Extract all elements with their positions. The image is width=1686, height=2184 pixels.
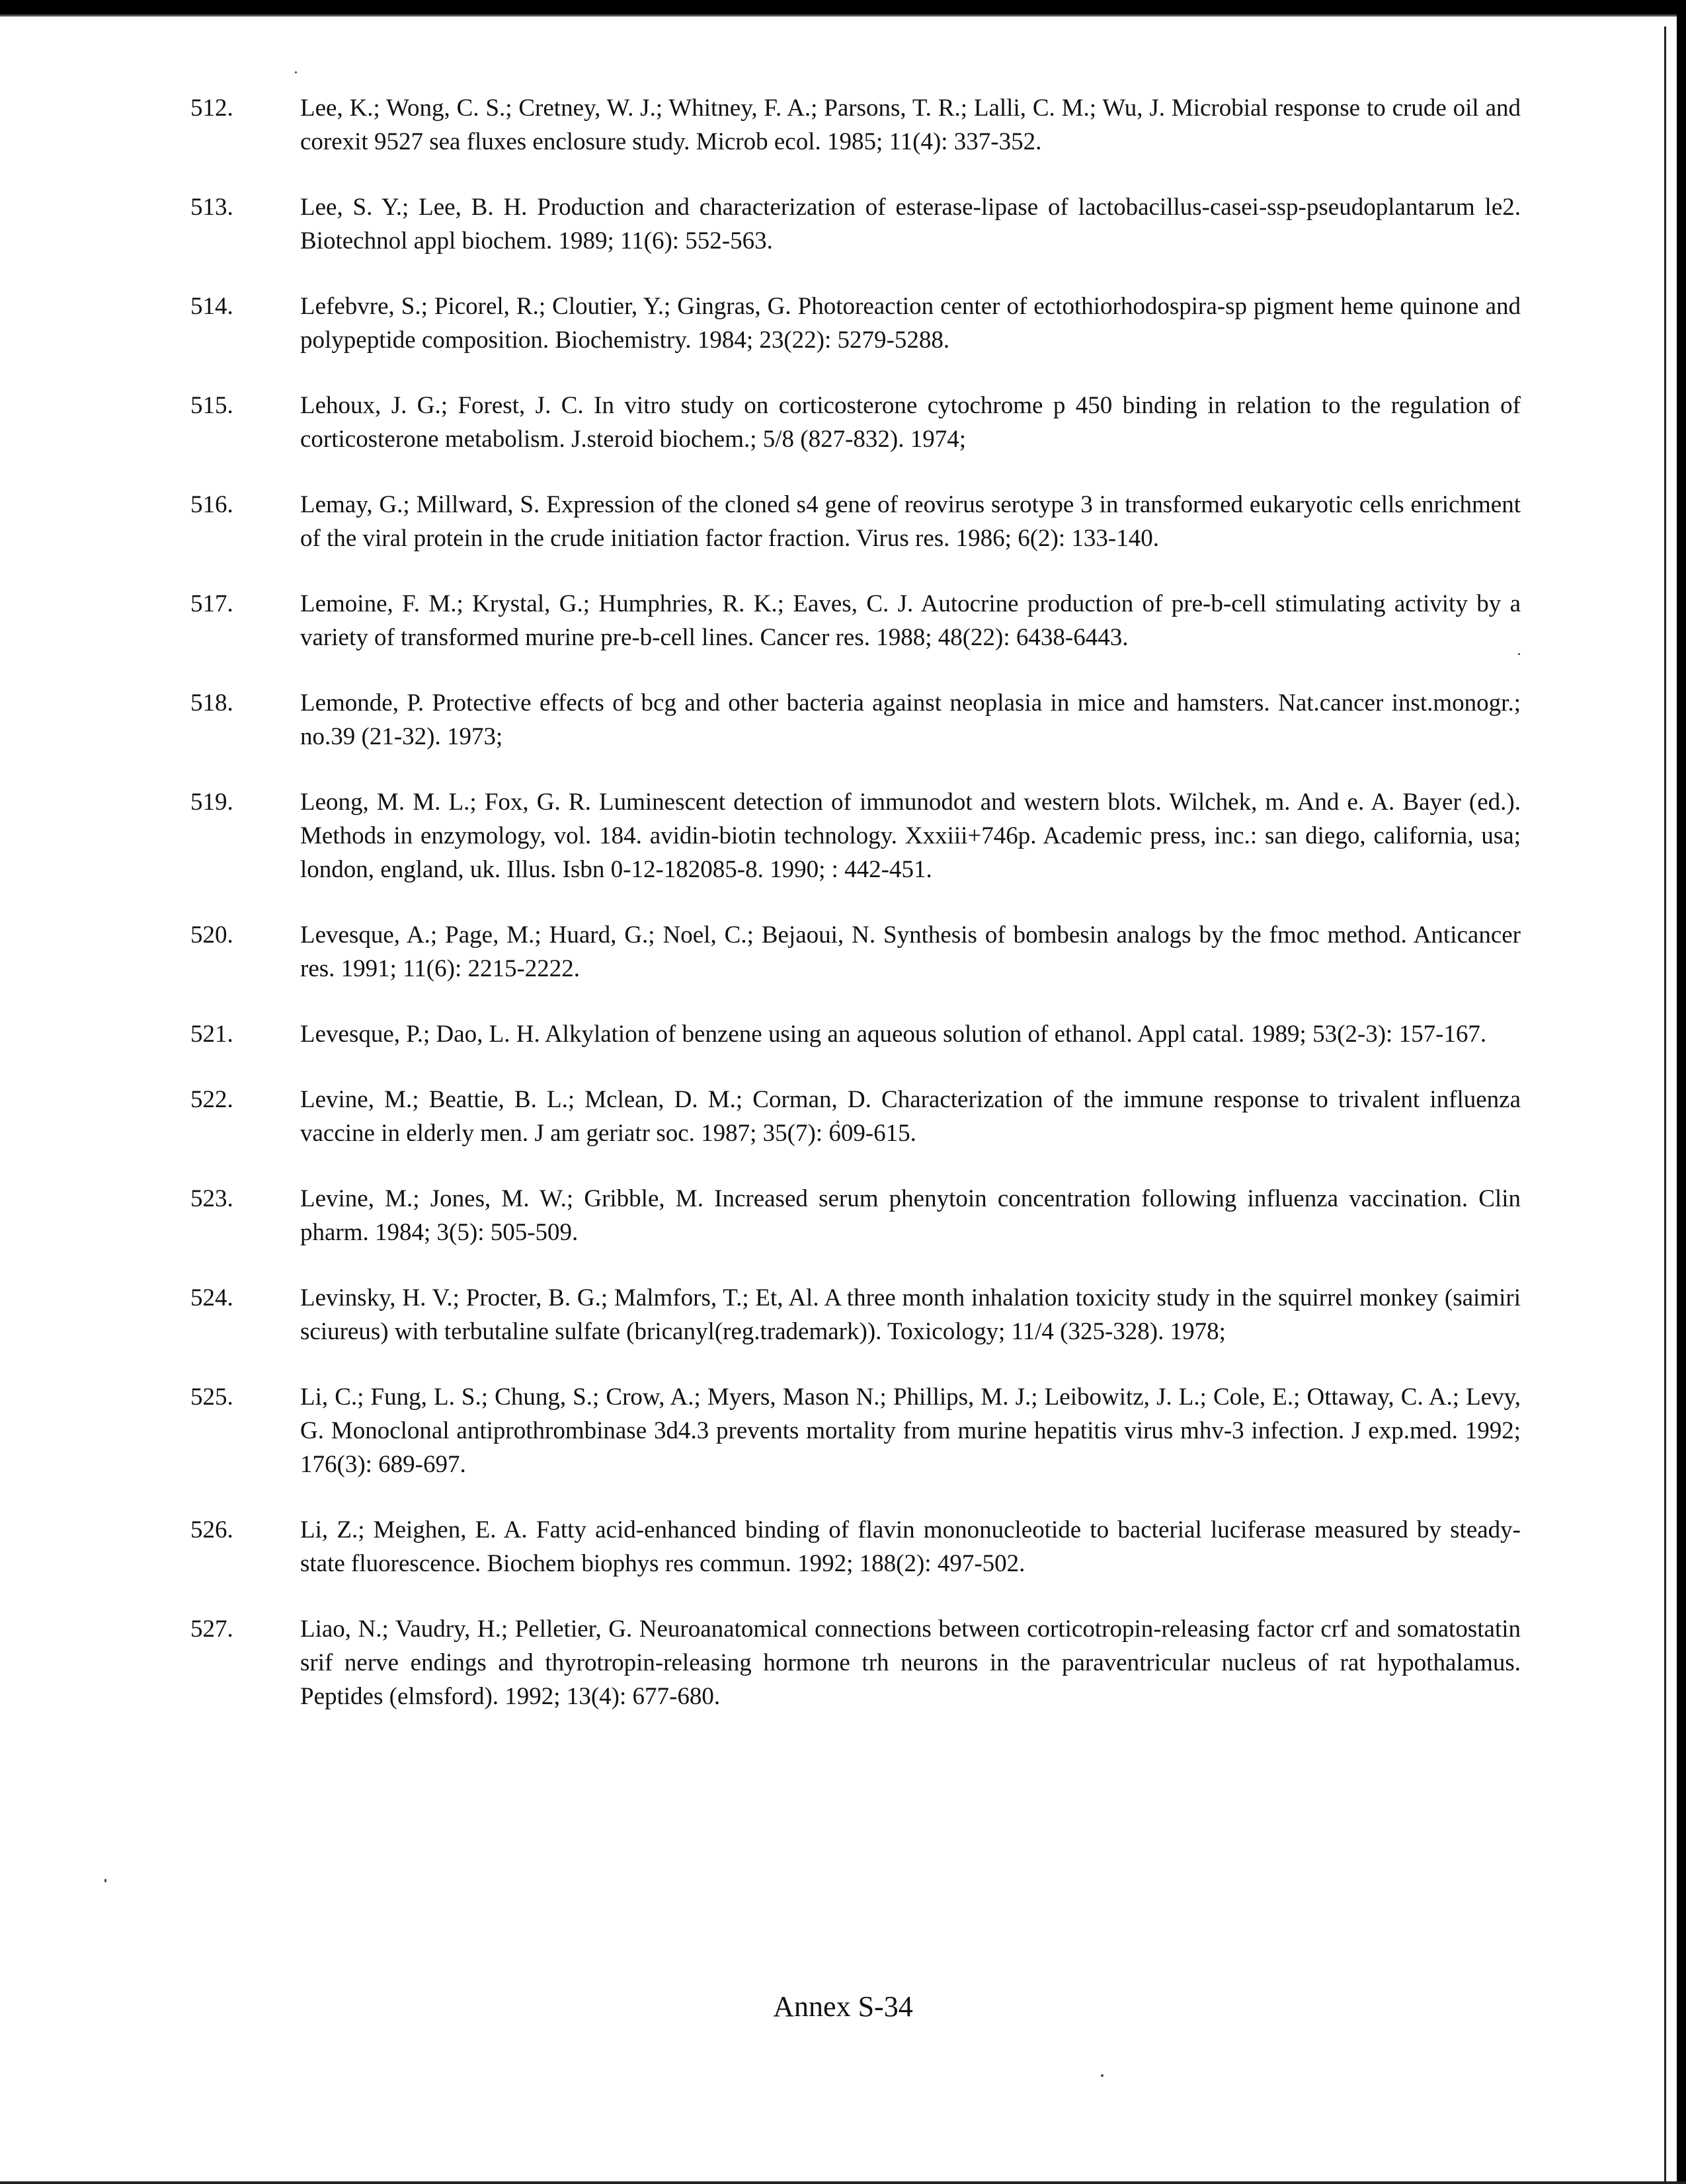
reference-item bbox=[190, 91, 1521, 159]
reference-item bbox=[190, 1612, 1521, 1713]
reference-item bbox=[190, 587, 1521, 654]
reference-number: 518. bbox=[190, 689, 233, 717]
reference-item bbox=[190, 1380, 1521, 1481]
reference-number: 526. bbox=[190, 1516, 233, 1543]
reference-number: 525. bbox=[190, 1384, 233, 1411]
reference-number: 514. bbox=[190, 293, 233, 320]
reference-item bbox=[190, 1017, 1521, 1051]
reference-number: 517. bbox=[190, 590, 233, 617]
reference-item bbox=[190, 1281, 1521, 1348]
reference-number: 527. bbox=[190, 1616, 233, 1643]
reference-item bbox=[190, 785, 1521, 886]
scan-speck bbox=[1101, 2074, 1104, 2077]
reference-item bbox=[190, 918, 1521, 986]
reference-number: 523. bbox=[190, 1185, 233, 1212]
reference-item bbox=[190, 1083, 1521, 1150]
reference-text: Levine, M.; Beattie, B. L.; Mclean, D. M.; Corman, D. Characterization of the immune response to trivalent influenza vaccine in elderly men. J am geriatr soc. 1987; 35(7): 609-615. bbox=[300, 1086, 1521, 1147]
scan-top-edge bbox=[0, 0, 1686, 15]
reference-text: Lemay, G.; Millward, S. Expression of the cloned s4 gene of reovirus serotype 3 in transformed eukaryotic cells enrichment of the viral protein in the crude initiation factor fraction. Virus res. 1986; 6(2): 133-140. bbox=[300, 491, 1521, 552]
reference-item bbox=[190, 1513, 1521, 1580]
reference-number: 512. bbox=[190, 95, 233, 122]
reference-number: 519. bbox=[190, 789, 233, 816]
scan-right-margin-line bbox=[1664, 26, 1666, 2184]
scan-right-edge bbox=[1677, 0, 1686, 2184]
reference-item bbox=[190, 290, 1521, 357]
reference-text: Leong, M. M. L.; Fox, G. R. Luminescent detection of immunodot and western blots. Wilchek, m. And e. A. Bayer (ed.). Methods in enzymology, vol. 184. avidin-biotin technology. Xxxiii+746p. Academic press, inc.: san diego, california, usa; london, england, uk. Illus. Isbn 0-12-182085-8. 1990; : 442-451. bbox=[300, 789, 1521, 883]
scan-bottom-edge bbox=[0, 2181, 1686, 2184]
reference-item bbox=[190, 389, 1521, 456]
reference-number: 522. bbox=[190, 1086, 233, 1113]
scan-speck bbox=[104, 1879, 106, 1883]
reference-text: Lemonde, P. Protective effects of bcg and other bacteria against neoplasia in mice and hamsters. Nat.cancer inst.monogr.; no.39 (21-32). 1973; bbox=[300, 689, 1521, 750]
reference-text: Lee, S. Y.; Lee, B. H. Production and characterization of esterase-lipase of lactobacillus-casei-ssp-pseudoplantarum le2. Biotechnol appl biochem. 1989; 11(6): 552-563. bbox=[300, 194, 1521, 254]
reference-number: 524. bbox=[190, 1284, 233, 1311]
reference-text: Li, C.; Fung, L. S.; Chung, S.; Crow, A.; Myers, Mason N.; Phillips, M. J.; Leibowitz, J. L.; Cole, E.; Ottaway, C. A.; Levy, G. Monoclonal antiprothrombinase 3d4.3 prevents mortality from murine hepatitis virus mhv-3 infection. J exp.med. 1992; 176(3): 689-697. bbox=[300, 1384, 1521, 1478]
reference-text: Levesque, P.; Dao, L. H. Alkylation of benzene using an aqueous solution of ethanol. Appl catal. 1989; 53(2-3): 157-167. bbox=[300, 1021, 1487, 1048]
reference-number: 520. bbox=[190, 921, 233, 949]
reference-text: Levine, M.; Jones, M. W.; Gribble, M. Increased serum phenytoin concentration following influenza vaccination. Clin pharm. 1984; 3(5): 505-509. bbox=[300, 1185, 1521, 1246]
reference-text: Levinsky, H. V.; Procter, B. G.; Malmfors, T.; Et, Al. A three month inhalation toxicity study in the squirrel monkey (saimiri sciureus) with terbutaline sulfate (bricanyl(reg.trademark)). Toxicology; 11/4 (325-328). 1978; bbox=[300, 1284, 1521, 1345]
reference-item bbox=[190, 1182, 1521, 1249]
scan-top-edge-line bbox=[0, 15, 1686, 17]
reference-number: 513. bbox=[190, 194, 233, 221]
reference-item bbox=[190, 686, 1521, 754]
reference-text: Lehoux, J. G.; Forest, J. C. In vitro study on corticosterone cytochrome p 450 binding in relation to the regulation of corticosterone metabolism. J.steroid biochem.; 5/8 (827-832). 1974; bbox=[300, 392, 1521, 453]
reference-item bbox=[190, 190, 1521, 258]
reference-text: Li, Z.; Meighen, E. A. Fatty acid-enhanced binding of flavin mononucleotide to bacterial luciferase measured by steady-state fluorescence. Biochem biophys res commun. 1992; 188(2): 497-502. bbox=[300, 1516, 1521, 1577]
reference-number: 521. bbox=[190, 1021, 233, 1048]
page-footer-label: Annex S-34 bbox=[773, 1990, 913, 2023]
reference-text: Lee, K.; Wong, C. S.; Cretney, W. J.; Whitney, F. A.; Parsons, T. R.; Lalli, C. M.; Wu, J. Microbial response to crude oil and corexit 9527 sea fluxes enclosure study. Microb ecol. 1985; 11(4): 337-352. bbox=[300, 95, 1521, 155]
reference-text: Liao, N.; Vaudry, H.; Pelletier, G. Neuroanatomical connections between corticotropin-releasing factor crf and somatostatin srif nerve endings and thyrotropin-releasing hormone trh neurons in the paraventricular nucleus of rat hypothalamus. Peptides (elmsford). 1992; 13(4): 677-680. bbox=[300, 1616, 1521, 1710]
reference-text: Lefebvre, S.; Picorel, R.; Cloutier, Y.; Gingras, G. Photoreaction center of ectothiorhodospira-sp pigment heme quinone and polypeptide composition. Biochemistry. 1984; 23(22): 5279-5288. bbox=[300, 293, 1521, 354]
reference-text: Lemoine, F. M.; Krystal, G.; Humphries, R. K.; Eaves, C. J. Autocrine production of pre-b-cell stimulating activity by a variety of transformed murine pre-b-cell lines. Cancer res. 1988; 48(22): 6438-6443. bbox=[300, 590, 1521, 651]
reference-number: 516. bbox=[190, 491, 233, 518]
reference-text: Levesque, A.; Page, M.; Huard, G.; Noel, C.; Bejaoui, N. Synthesis of bombesin analogs by the fmoc method. Anticancer res. 1991; 11(6): 2215-2222. bbox=[300, 921, 1521, 982]
reference-list bbox=[190, 91, 1521, 1745]
scan-speck bbox=[295, 71, 297, 73]
reference-number: 515. bbox=[190, 392, 233, 419]
reference-item bbox=[190, 488, 1521, 555]
